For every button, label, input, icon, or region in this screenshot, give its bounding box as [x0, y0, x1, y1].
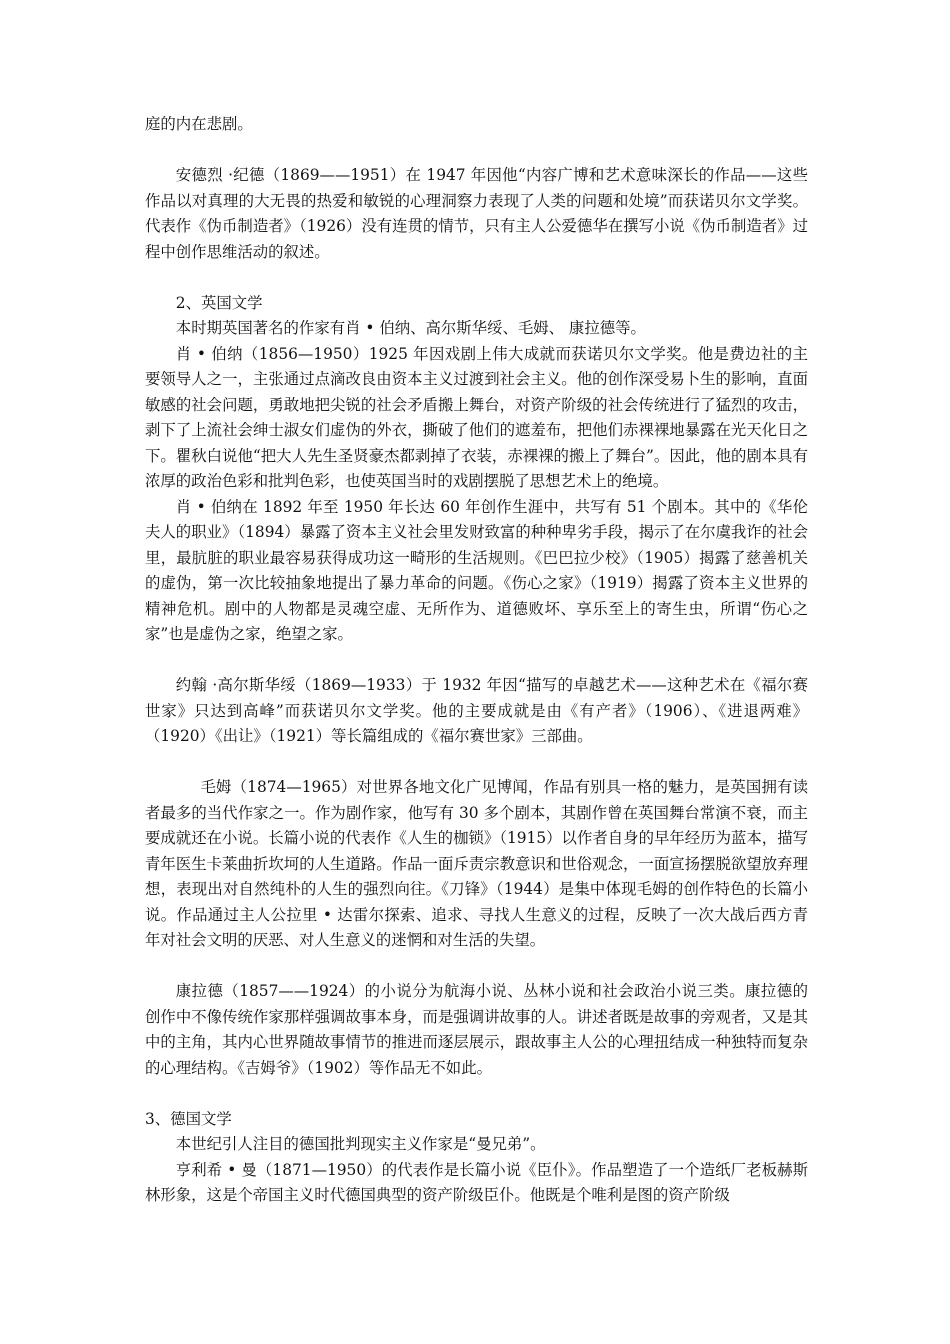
- paragraph-shaw-2: 肖 • 伯纳在 1892 年至 1950 年长达 60 年创作生涯中，共写有 51 个剧本。其中的《华伦夫人的职业》（1894）暴露了资本主义社会里发财致富的种种卑劣手段，揭示了在尔虞我诈的社会里，最肮脏的职业最容易获得成功这一畸形的生活规则。《巴巴拉少校》（1905）揭露了慈善机关的虚伪，第一次比较抽象地提出了暴力革命的问题。《伤心之家》（1919）揭露了资本主义世界的精神危机。剧中的人物都是灵魂空虚、无所作为、道德败坏、享乐至上的寄生虫，所谓“伤心之家”也是虚伪之家，绝望之家。: [145, 497, 808, 643]
- paragraph-heinrich-mann: 亨利希 • 曼（1871—1950）的代表作是长篇小说《臣仆》。作品塑造了一个造纸厂老板赫斯林形象，这是个帝国主义时代德国典型的资产阶级臣仆。他既是个唯利是图的资产阶级: [145, 1160, 808, 1204]
- section-heading-german-literature: 3、德国文学: [145, 1109, 232, 1128]
- paragraph-gide: 安德烈 ·纪德（1869——1951）在 1947 年因他“内容广博和艺术意味深长的作品——这些作品以对真理的大无畏的热爱和敏锐的心理洞察力表现了人类的问题和处境”而获诺贝尔文学奖。代表作《伪币制造者》（1926）没有连贯的情节，只有主人公爱德华在撰写小说《伪币制造者》过程中创作思维活动的叙述。: [145, 166, 808, 261]
- paragraph-conrad: 康拉德（1857——1924）的小说分为航海小说、丛林小说和社会政治小说三类。康拉德的创作中不像传统作家那样强调故事本身，而是强调讲故事的人。讲述者既是故事的旁观者，又是其中的主角，其内心世界随故事情节的推进而逐层展示，跟故事主人公的心理扭结成一种独特而复杂的心理结构。《吉姆爷》（1902）等作品无不如此。: [145, 982, 808, 1077]
- document-body: [145, 112, 808, 1209]
- section-heading-british-literature: 2、英国文学: [175, 293, 263, 312]
- paragraph-maugham: 毛姆（1874—1965）对世界各地文化广见博闻，作品有别具一格的魅力，是英国拥有读者最多的当代作家之一。作为剧作家，他写有 30 多个剧本，其剧作曾在英国舞台常演不衰，而主要成就还在小说。长篇小说的代表作《人生的枷锁》（1915）以作者自身的早年经历为蓝本，描写青年医生卡莱曲折坎坷的人生道路。作品一面斥责宗教意识和世俗观念，一面宣扬摆脱欲望放弃理想，表现出对自然纯朴的人生的强烈向往。《刀锋》（1944）是集中体现毛姆的创作特色的长篇小说。作品通过主人公拉里 • 达雷尔探索、追求、寻找人生意义的过程，反映了一次大战后西方青年对社会文明的厌恶、对人生意义的迷惘和对生活的失望。: [145, 778, 808, 949]
- paragraph-continuation: 庭的内在悲剧。: [145, 115, 253, 133]
- paragraph-british-writers-intro: 本时期英国著名的作家有肖 • 伯纳、高尔斯华绥、毛姆、 康拉德等。: [175, 319, 646, 337]
- paragraph-shaw-1: 肖 • 伯纳（1856—1950）1925 年因戏剧上伟大成就而获诺贝尔文学奖。他是费边社的主要领导人之一，主张通过点滴改良由资本主义过渡到社会主义。他的创作深受易卜生的影响，直面敏感的社会问题，勇敢地把尖锐的社会矛盾搬上舞台，对资产阶级的社会传统进行了猛烈的攻击，剥下了上流社会绅士淑女们虚伪的外衣，撕破了他们的遮羞布，把他们赤裸裸地暴露在光天化日之下。瞿秋白说他“把大人先生圣贤豪杰都剥掉了衣装，赤裸裸的搬上了舞台”。因此，他的剧本具有浓厚的政治色彩和批判色彩，也使英国当时的戏剧摆脱了思想艺术上的绝境。: [145, 344, 808, 490]
- paragraph-german-intro: 本世纪引人注目的德国批判现实主义作家是“曼兄弟”。: [175, 1135, 546, 1153]
- paragraph-galsworthy: 约翰 ·高尔斯华绥（1869—1933）于 1932 年因“描写的卓越艺术——这种艺术在《福尔赛世家》只达到高峰”而获诺贝尔文学奖。他的主要成就是由《有产者》（1906）、《进退两难》（1920）《出让》（1921）等长篇组成的《福尔赛世家》三部曲。: [145, 676, 808, 745]
